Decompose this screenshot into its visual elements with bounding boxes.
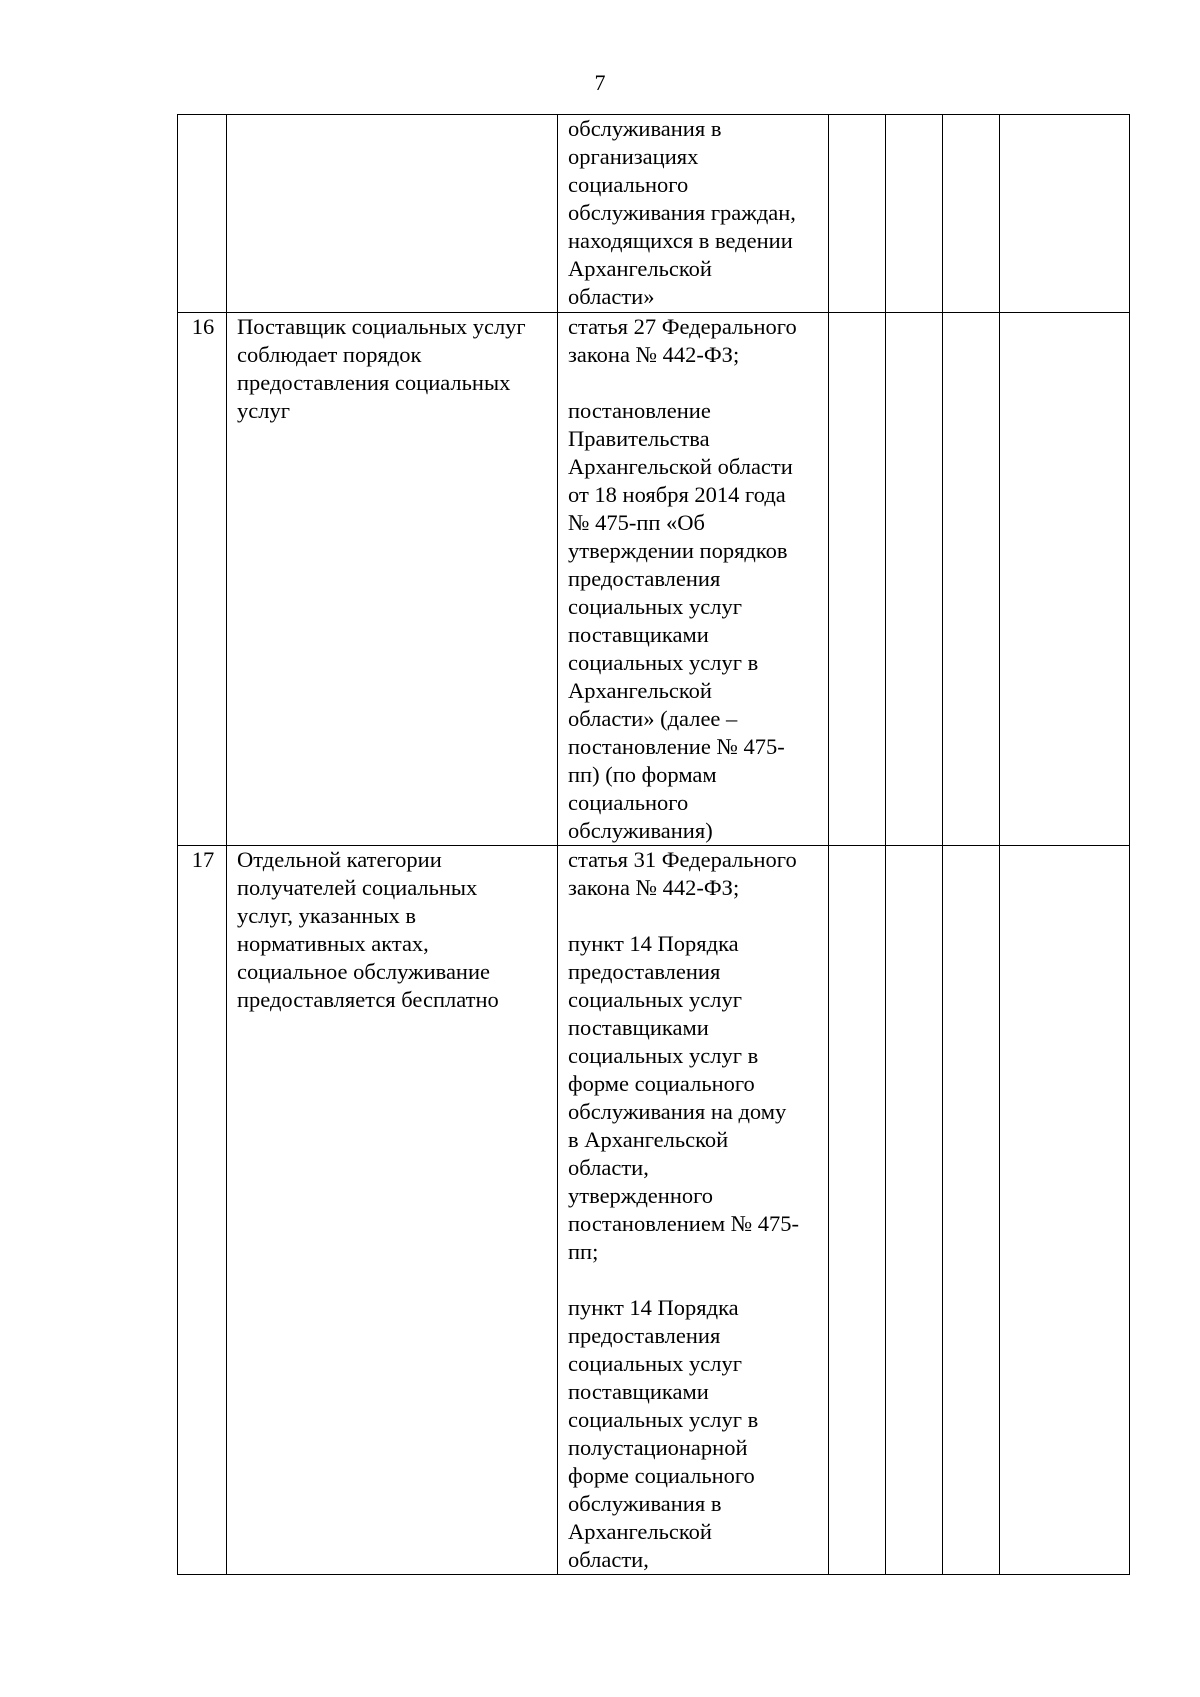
table-row — [178, 115, 1130, 313]
answer-na-cell — [943, 846, 1000, 1575]
checklist-table — [177, 114, 1130, 1575]
answer-no-cell — [886, 313, 943, 846]
answer-na-cell — [943, 115, 1000, 313]
row-number-cell: 17 — [178, 846, 227, 1575]
legal-basis-cell: статья 31 Федерального закона № 442-ФЗ; пункт 14 Порядка предоставления социальных услуг поставщиками социальных услуг в форме социального обслуживания на дому в Архангельской области, утвержденного постановлением № 475- пп; пункт 14 Порядка предоставления социальных услуг поставщиками социальных услуг в полустационарной форме социального обслуживания в Архангельской области, — [558, 846, 829, 1575]
answer-yes-cell — [829, 313, 886, 846]
row-number-cell: 16 — [178, 313, 227, 846]
requirement-cell: Поставщик социальных услуг соблюдает порядок предоставления социальных услуг — [227, 313, 558, 846]
answer-no-cell — [886, 846, 943, 1575]
legal-basis-cell: статья 27 Федерального закона № 442-ФЗ; постановление Правительства Архангельской области от 18 ноября 2014 года № 475-пп «Об утверждении порядков предоставления социальных услуг поставщиками социальных услуг в Архангельской области» (далее – постановление № 475- пп) (по формам социального обслуживания) — [558, 313, 829, 846]
answer-no-cell — [886, 115, 943, 313]
table-row — [178, 313, 1130, 846]
requirement-cell — [227, 115, 558, 313]
page-number: 7 — [594, 70, 606, 95]
answer-yes-cell — [829, 846, 886, 1575]
answer-yes-cell — [829, 115, 886, 313]
legal-basis-cell: обслуживания в организациях социального обслуживания граждан, находящихся в ведении Архангельской области» — [558, 115, 829, 313]
note-cell — [1000, 313, 1130, 846]
table-row — [178, 846, 1130, 1575]
requirement-cell: Отдельной категории получателей социальных услуг, указанных в нормативных актах, социальное обслуживание предоставляется бесплатно — [227, 846, 558, 1575]
row-number-cell — [178, 115, 227, 313]
note-cell — [1000, 846, 1130, 1575]
answer-na-cell — [943, 313, 1000, 846]
note-cell — [1000, 115, 1130, 313]
